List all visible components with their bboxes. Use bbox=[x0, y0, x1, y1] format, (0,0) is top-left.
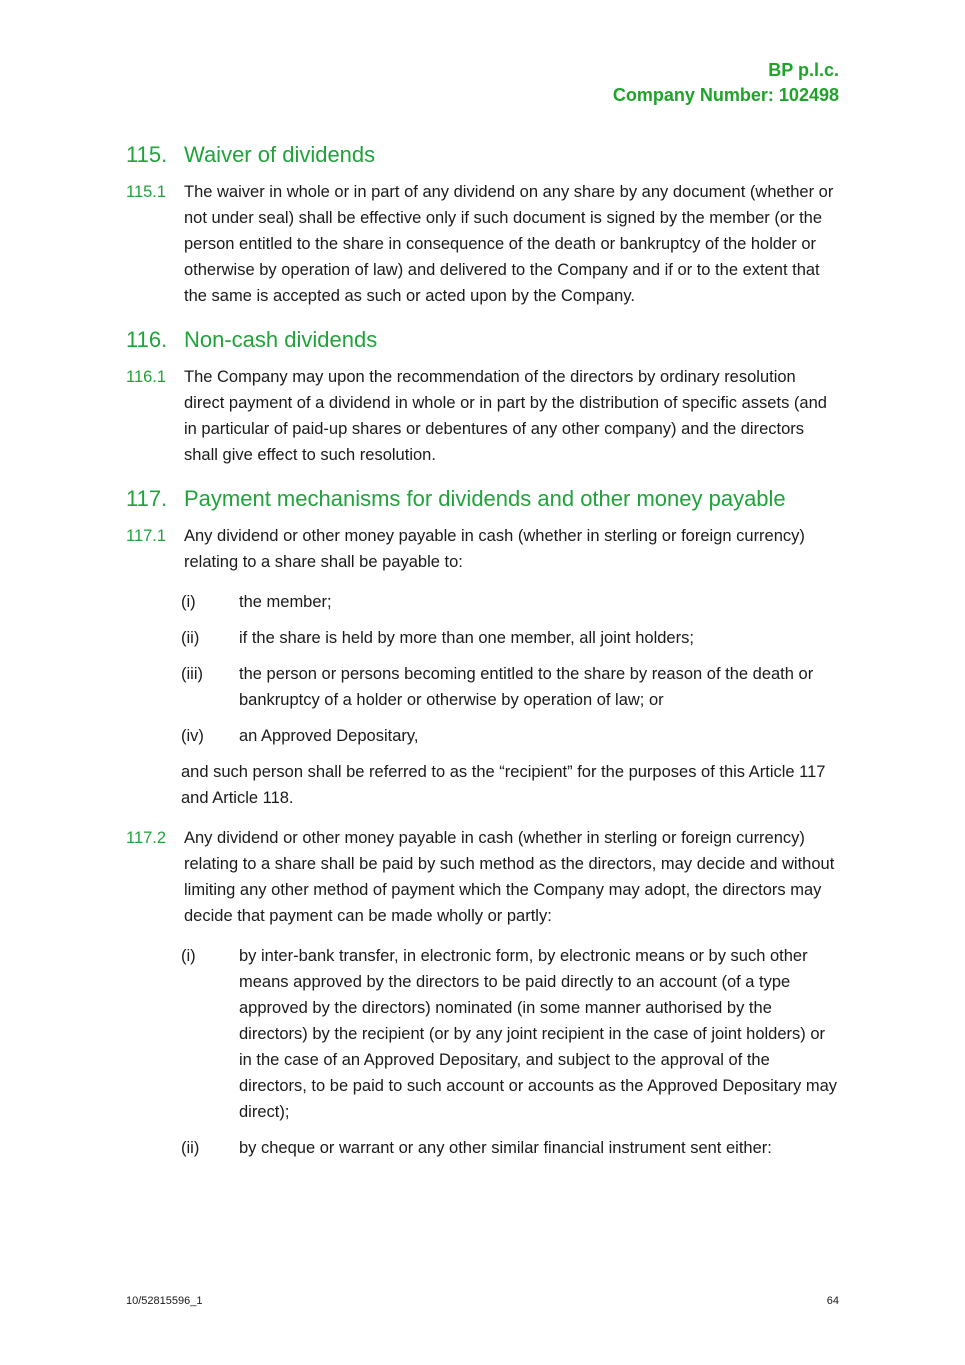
section-heading bbox=[126, 138, 838, 171]
page-number: 64 bbox=[826, 1295, 839, 1307]
clause-text: The waiver in whole or in part of any dividend on any share by any document (whether or not under seal) shall be effective only if such document is signed by the member (or the person entitled to the share in consequence of the death or bankruptcy of the holder or otherwise by operation of law) and delivered to the Company and if or to the extent that the same is accepted as such or acted upon by the Company. bbox=[184, 183, 834, 305]
clause-number: 117.2 bbox=[126, 829, 167, 847]
list-item-number: (i) bbox=[181, 593, 196, 611]
list-item bbox=[181, 1135, 838, 1161]
clause-number: 115.1 bbox=[126, 183, 167, 201]
list-item-number: (ii) bbox=[181, 629, 200, 647]
company-name: BP p.l.c. bbox=[768, 60, 839, 80]
section-number: 115. bbox=[126, 142, 168, 167]
clause-continuation: and such person shall be referred to as the “recipient” for the purposes of this Article 117 and Article 118. bbox=[181, 763, 826, 807]
clause bbox=[126, 825, 838, 929]
list-item-number: (iii) bbox=[181, 665, 203, 683]
section-heading bbox=[126, 323, 838, 356]
list-item-text: by inter-bank transfer, in electronic form, by electronic means or by such other means approved by the directors to be paid directly to an account (of a type approved by the directors) nominated (in some manner authorised by the directors) by the recipient (or by any joint recipient in the case of joint holders) or in the case of an Approved Depositary, and subject to the approval of the directors, to be paid to such account or accounts as the Approved Depositary may direct); bbox=[239, 947, 837, 1121]
list-item-number: (i) bbox=[181, 947, 196, 965]
company-number: Company Number: 102498 bbox=[612, 85, 839, 105]
document-reference: 10/52815596_1 bbox=[126, 1295, 203, 1307]
section-heading bbox=[126, 482, 838, 515]
clause bbox=[126, 364, 838, 468]
section-title: Payment mechanisms for dividends and other money payable bbox=[184, 486, 786, 511]
list-item bbox=[181, 589, 838, 615]
list-item-number: (ii) bbox=[181, 1139, 200, 1157]
list-item-text: by cheque or warrant or any other similar financial instrument sent either: bbox=[239, 1139, 772, 1157]
list-item-text: the person or persons becoming entitled to the share by reason of the death or bankruptcy of a holder or otherwise by operation of law; or bbox=[239, 665, 814, 709]
clause-number: 116.1 bbox=[126, 368, 167, 386]
clause bbox=[126, 523, 838, 575]
document-header bbox=[613, 58, 839, 108]
list-item bbox=[181, 661, 838, 713]
list-item bbox=[181, 625, 838, 651]
document-body bbox=[126, 133, 838, 1171]
clause-text: Any dividend or other money payable in cash (whether in sterling or foreign currency) relating to a share shall be payable to: bbox=[184, 527, 805, 571]
list-item-number: (iv) bbox=[181, 727, 204, 745]
clause-text: Any dividend or other money payable in cash (whether in sterling or foreign currency) relating to a share shall be paid by such method as the directors, may decide and without limiting any other method of payment which the Company may adopt, the directors may decide that payment can be made wholly or partly: bbox=[184, 829, 835, 925]
list-item bbox=[181, 723, 838, 749]
clause bbox=[126, 179, 838, 309]
list-item bbox=[181, 943, 838, 1125]
section-title: Waiver of dividends bbox=[184, 142, 376, 167]
list-item-text: an Approved Depositary, bbox=[239, 727, 419, 745]
list-item-text: the member; bbox=[239, 593, 332, 611]
section-title: Non-cash dividends bbox=[184, 327, 378, 352]
section-number: 116. bbox=[126, 327, 168, 352]
clause-text: The Company may upon the recommendation of the directors by ordinary resolution direct payment of a dividend in whole or in part by the distribution of specific assets (and in particular of paid-up shares or debentures of any other company) and the directors shall give effect to such resolution. bbox=[184, 368, 827, 464]
clause-number: 117.1 bbox=[126, 527, 167, 545]
list-item-text: if the share is held by more than one member, all joint holders; bbox=[239, 629, 694, 647]
section-number: 117. bbox=[126, 486, 168, 511]
